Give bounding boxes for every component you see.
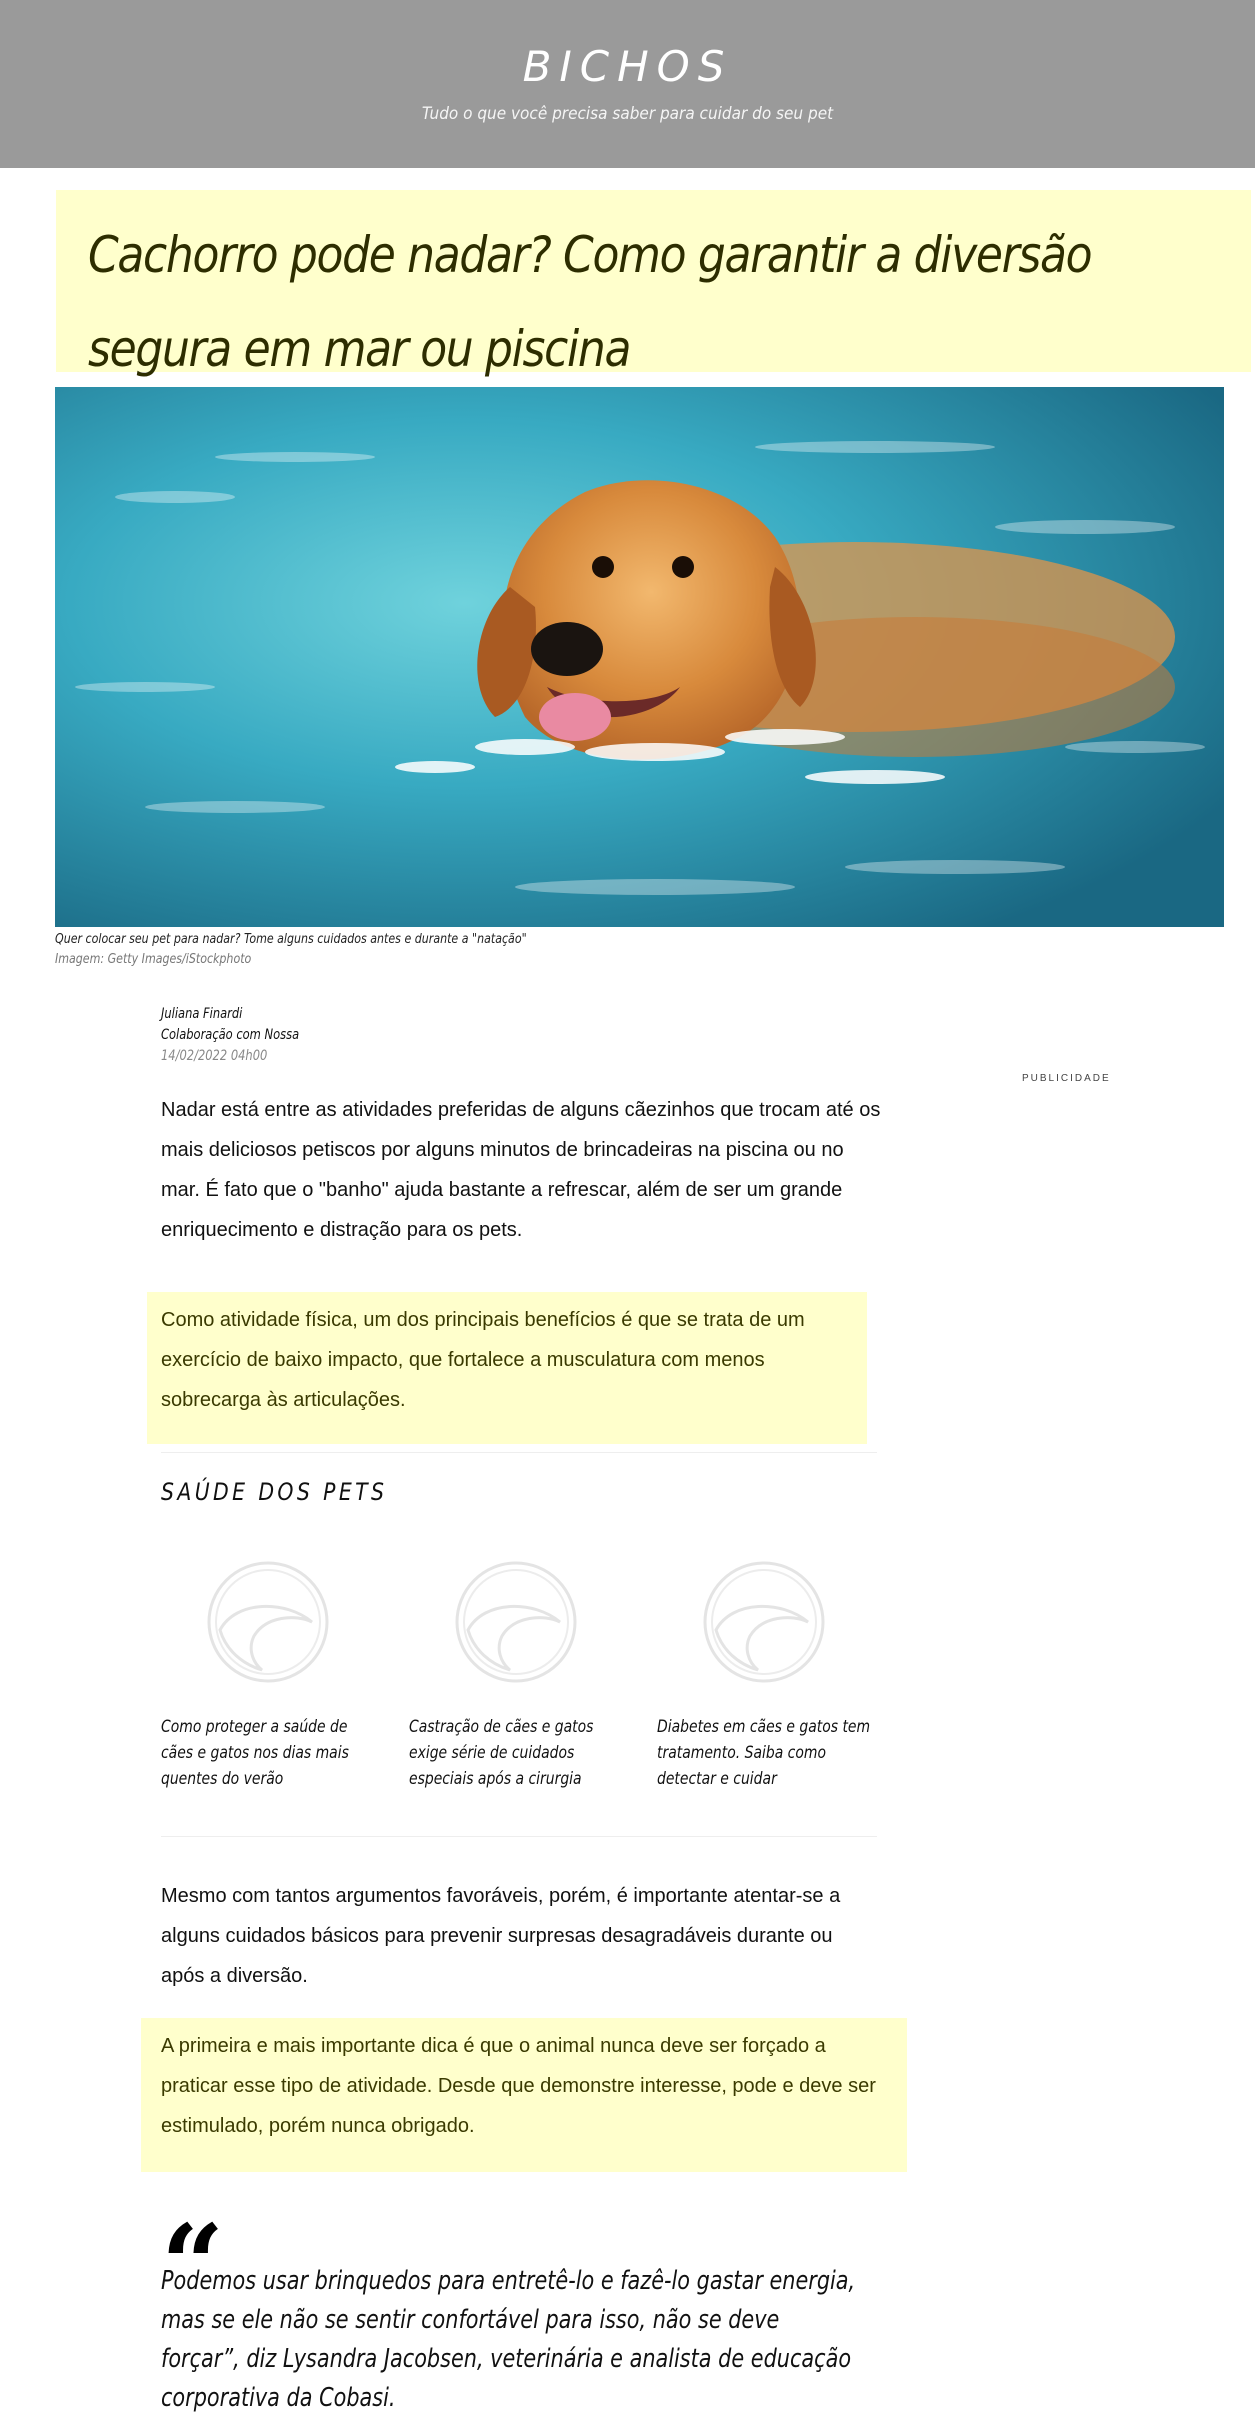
paragraph-2: Como atividade física, um dos principais benefícios é que se trata de um exercício de baixo impacto, que fortalece a musculatura com menos sobrecarga às articulações. xyxy=(161,1309,805,1411)
paragraph-3: Mesmo com tantos argumentos favoráveis, porém, é importante atentar-se a alguns cuidados básicos para prevenir surpresas desagradáveis durante ou após a diversão. xyxy=(161,1885,841,1987)
author-role: Colaboração com Nossa xyxy=(161,1027,300,1043)
quote-mark-icon: “ xyxy=(161,2200,225,2329)
paragraph-4: A primeira e mais importante dica é que o animal nunca deve ser forçado a praticar esse tipo de atividade. Desde que demonstre interesse, pode e deve ser estimulado, porém nunca obrigado. xyxy=(161,2035,876,2137)
site-tagline: Tudo o que você precisa saber para cuidar do seu pet xyxy=(421,104,834,124)
pull-quote: Podemos usar brinquedos para entretê-lo e fazê-lo gastar energia, mas se ele não se sentir confortável para isso, não se deve forçar”, diz Lysandra Jacobsen, veterinária e analista de educação corporativa da Cobasi. xyxy=(161,2266,856,2413)
headline-box xyxy=(56,190,1251,378)
related-card[interactable] xyxy=(409,1560,639,1789)
related-card-title[interactable]: Castração de cães e gatos exige série de cuidados especiais após a cirurgia xyxy=(409,1717,594,1789)
publish-date: 14/02/2022 04h00 xyxy=(161,1048,268,1064)
paragraph-1: Nadar está entre as atividades preferidas de alguns cãezinhos que trocam até os mais deliciosos petiscos por alguns minutos de brincadeiras na piscina ou no mar. É fato que o "banho" ajuda bastante a refrescar, além de ser um grande enriquecimento e distração para os pets. xyxy=(161,1099,881,1241)
placeholder-logo-icon xyxy=(454,1560,578,1684)
related-section-title[interactable]: SAÚDE DOS PETS xyxy=(161,1478,388,1506)
article-headline: Cachorro pode nadar? Como garantir a diversão segura em mar ou piscina xyxy=(88,226,1092,378)
highlight-box-1 xyxy=(147,1292,867,1444)
placeholder-logo-icon xyxy=(206,1560,330,1684)
image-credit: Imagem: Getty Images/iStockphoto xyxy=(55,952,252,967)
hero-image xyxy=(55,387,1224,927)
section-divider-bottom xyxy=(161,1836,877,1837)
caption-text: Quer colocar seu pet para nadar? Tome alguns cuidados antes e durante a "natação" xyxy=(55,932,527,947)
related-card-title[interactable]: Como proteger a saúde de cães e gatos nos dias mais quentes do verão xyxy=(161,1717,349,1789)
related-card[interactable] xyxy=(161,1560,391,1789)
related-card-title[interactable]: Diabetes em cães e gatos tem tratamento. Saiba como detectar e cuidar xyxy=(657,1717,871,1789)
site-header xyxy=(0,0,1255,168)
section-divider-top xyxy=(161,1452,877,1453)
placeholder-logo-icon xyxy=(702,1560,826,1684)
ad-label: PUBLICIDADE xyxy=(1022,1073,1111,1084)
dog-swimming-illustration xyxy=(55,387,1224,927)
image-caption xyxy=(55,930,527,970)
site-brand[interactable]: BICHOS xyxy=(522,42,733,91)
highlight-box-2 xyxy=(141,2018,907,2172)
related-card[interactable] xyxy=(657,1560,887,1789)
byline xyxy=(161,1004,299,1067)
author-name[interactable]: Juliana Finardi xyxy=(161,1006,243,1022)
